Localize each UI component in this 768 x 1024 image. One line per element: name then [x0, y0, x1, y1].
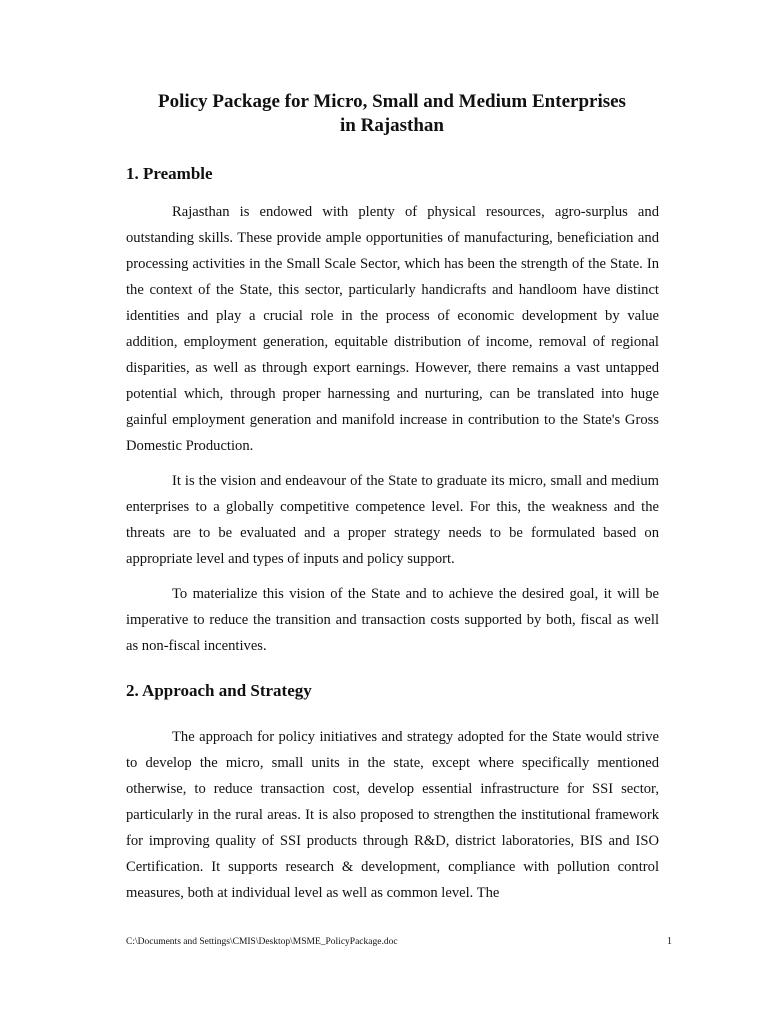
title-line-2: in Rajasthan: [340, 115, 444, 136]
document-title: [100, 90, 684, 138]
preamble-paragraph-3: To materialize this vision of the State and to achieve the desired goal, it will be imperative to reduce the transition and transaction costs supported by both, fiscal as well as non-fiscal incentives.: [126, 586, 659, 654]
preamble-paragraph-1: Rajasthan is endowed with plenty of physical resources, agro-surplus and outstanding skills. These provide ample opportunities of manufacturing, beneficiation and processing activities in the Small Scale Sector, which has been the strength of the State. In the context of the State, this sector, particularly handicrafts and handloom have distinct identities and play a crucial role in the process of economic development by value addition, employment generation, equitable distribution of income, removal of regional disparities, as well as through export earnings. However, there remains a vast untapped potential which, through proper harnessing and nurturing, can be translated into huge gainful employment generation and manifold increase in contribution to the State's Gross Domestic Production.: [126, 204, 659, 454]
footer-page-number: 1: [667, 936, 672, 947]
section-heading-preamble: 1. Preamble: [126, 164, 213, 183]
approach-paragraph-1: The approach for policy initiatives and strategy adopted for the State would strive to develop the micro, small units in the state, except where specifically mentioned otherwise, to reduce transaction cost, develop essential infrastructure for SSI sector, particularly in the rural areas. It is also proposed to strengthen the institutional framework for improving quality of SSI products through R&D, district laboratories, BIS and ISO Certification. It supports research & development, compliance with pollution control measures, both at individual level as well as common level. The: [126, 729, 659, 901]
section-heading-approach: 2. Approach and Strategy: [126, 681, 312, 700]
preamble-paragraph-2: It is the vision and endeavour of the State to graduate its micro, small and medium enterprises to a globally competitive competence level. For this, the weakness and the threats are to be evaluated and a proper strategy needs to be formulated based on appropriate level and types of inputs and policy support.: [126, 473, 659, 567]
title-line-1: Policy Package for Micro, Small and Medium Enterprises: [158, 91, 626, 112]
footer-file-path: C:\Documents and Settings\CMIS\Desktop\MSME_PolicyPackage.doc: [126, 937, 398, 947]
